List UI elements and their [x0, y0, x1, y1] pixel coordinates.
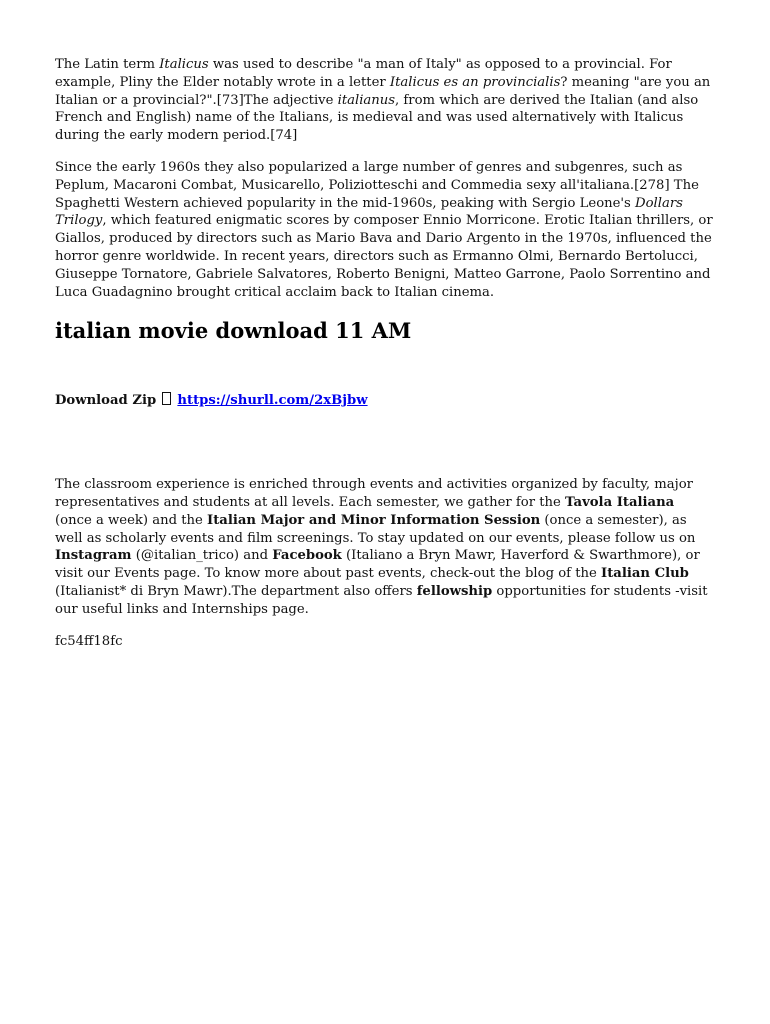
text-run: opportunities for students -visit our useful links and Internships page.: [55, 583, 708, 617]
text-run: , which featured enigmatic scores by composer Ennio Morricone. Erotic Italian thrillers, or Giallos, produced by directors such as Mario Bava and Dario Argento in the 1970s, influenced the horror genre worldwide. In recent years, directors such as Ermanno Olmi, Bernardo Bertolucci, Giuseppe Tornatore, Gabriele Salvatores, Roberto Benigni, Matteo Garrone, Paolo Sorrentino and Luca Guadagnino brought critical acclaim back to Italian cinema.: [55, 213, 713, 300]
text-run: Since the early 1960s they also popularized a large number of genres and subgenres, such as Peplum, Macaroni Combat, Musicarello, Poliziotteschi and Commedia sexy all'italiana.[278] The Spaghetti Western achieved popularity in the mid-1960s, peaking with Sergio Leone's: [55, 159, 699, 211]
text-run: The Latin term: [55, 57, 160, 72]
italic-text: Italicus: [159, 57, 209, 72]
bold-text: Facebook: [272, 548, 342, 564]
text-run: , from which are derived the Italian (and also French and English) name of the Italians, is medieval and was used alternatively with Italicus during the early modern period.[74]: [55, 92, 699, 144]
page-title: italian movie download 11 AM: [55, 318, 412, 344]
bold-text: fellowship: [416, 583, 493, 599]
document-body: [55, 56, 715, 650]
text-run: ? meaning "are you an Italian or a provincial?".[73]The adjective: [55, 74, 711, 108]
text-run: The classroom experience is enriched through events and activities organized by faculty, major representatives and students at all levels. Each semester, we gather for the: [55, 477, 693, 510]
text-run: (@italian_trico) and: [131, 548, 273, 564]
paragraph-latin-term: [55, 56, 715, 145]
italic-text: Dollars Trilogy: [55, 195, 683, 229]
text-run: was used to describe "a man of Italy" as opposed to a provincial. For example, Pliny the Elder notably wrote in a letter: [55, 57, 672, 90]
bold-text: Italian Club: [601, 566, 689, 582]
paragraph-classroom-experience: [55, 476, 715, 618]
text-run: (Italianist* di Bryn Mawr).The department also offers: [55, 583, 417, 599]
download-line: [55, 392, 715, 410]
paragraph-italian-cinema: [55, 159, 715, 301]
bold-text: Tavola Italiana: [565, 494, 675, 510]
bold-text: Instagram: [55, 548, 132, 564]
italic-text: Italicus es an provincialis: [389, 74, 561, 90]
footer-code: fc54ff18fc: [55, 633, 123, 649]
text-run: (Italiano a Bryn Mawr, Haverford & Swarthmore), or visit our Events page. To know more about past events, check-out the blog of the: [55, 548, 700, 582]
italic-text: italianus: [337, 92, 396, 108]
text-run: (once a week) and the: [55, 512, 208, 528]
download-label: Download Zip: [55, 393, 161, 409]
bold-text: Italian Major and Minor Information Session: [207, 512, 541, 528]
download-link[interactable]: https://shurll.com/2xBjbw: [177, 393, 368, 409]
text-run: (once a semester), as well as scholarly events and film screenings. To stay updated on our events, please follow us on: [55, 512, 696, 546]
missing-glyph-icon: [162, 392, 171, 405]
